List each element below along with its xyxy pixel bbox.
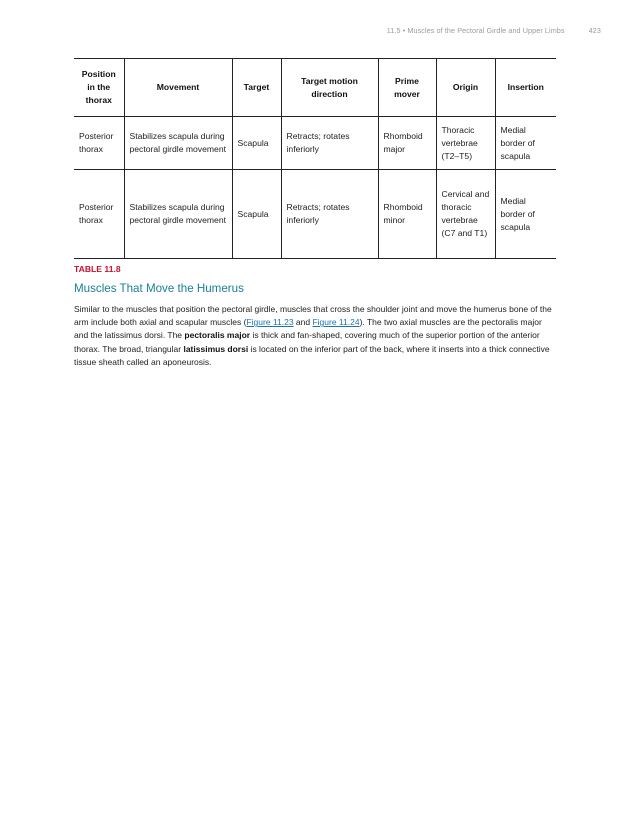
table-cell: Retracts; rotates inferiorly xyxy=(281,170,378,259)
running-header xyxy=(387,26,601,35)
table-header-row xyxy=(74,59,556,117)
column-header: Movement xyxy=(124,59,232,117)
table-cell: Rhomboid major xyxy=(378,117,436,170)
column-header: Insertion xyxy=(495,59,556,117)
paragraph-text: and xyxy=(293,317,313,328)
table-cell: Medial border of scapula xyxy=(495,170,556,259)
table-cell: Retracts; rotates inferiorly xyxy=(281,117,378,170)
column-header: Target motion direction xyxy=(281,59,378,117)
table-cell: Cervical and thoracic vertebrae (C7 and T1) xyxy=(436,170,495,259)
section-title: Muscles That Move the Humerus xyxy=(74,282,244,295)
running-title: 11.5 • Muscles of the Pectoral Girdle and Upper Limbs xyxy=(386,26,565,35)
table-cell: Stabilizes scapula during pectoral girdle movement xyxy=(124,117,232,170)
paragraph-text: ). The two axial muscles are the pectoralis major and the latissimus dorsi. The xyxy=(74,317,542,341)
body-paragraph xyxy=(74,303,556,369)
page-number: 423 xyxy=(588,26,601,35)
muscle-table-container xyxy=(74,58,556,259)
table-cell: Stabilizes scapula during pectoral girdle movement xyxy=(124,170,232,259)
paragraph-text: Similar to the muscles that position the pectoral girdle, muscles that cross the shoulder joint and move the humerus bone of the arm include both axial and scapular muscles ( xyxy=(74,304,552,328)
table-cell: Medial border of scapula xyxy=(495,117,556,170)
column-header: Position in the thorax xyxy=(74,59,124,117)
table-cell: Scapula xyxy=(232,170,281,259)
figure-11-24-link[interactable]: Figure 11.24 xyxy=(312,317,360,328)
term-latissimus-dorsi: latissimus dorsi xyxy=(183,343,249,354)
paragraph-text: is thick and fan-shaped, covering much of the superior portion of the anterior thorax. The broad, triangular xyxy=(74,330,540,354)
table-cell: Thoracic vertebrae (T2–T5) xyxy=(436,117,495,170)
muscle-table xyxy=(74,58,556,259)
table-caption: TABLE 11.8 xyxy=(74,264,121,274)
table-row xyxy=(74,170,556,259)
column-header: Prime mover xyxy=(378,59,436,117)
table-cell: Posterior thorax xyxy=(74,170,124,259)
table-cell: Posterior thorax xyxy=(79,131,114,154)
figure-11-23-link[interactable]: Figure 11.23 xyxy=(246,317,294,328)
table-cell: Rhomboid minor xyxy=(378,170,436,259)
table-cell: Scapula xyxy=(232,117,281,170)
table-row xyxy=(74,117,556,170)
column-header: Origin xyxy=(436,59,495,117)
column-header: Target xyxy=(232,59,281,117)
term-pectoralis-major: pectoralis major xyxy=(184,330,251,341)
paragraph-text: is located on the inferior part of the back, where it inserts into a thick connective tissue sheath called an aponeurosis. xyxy=(74,343,550,367)
